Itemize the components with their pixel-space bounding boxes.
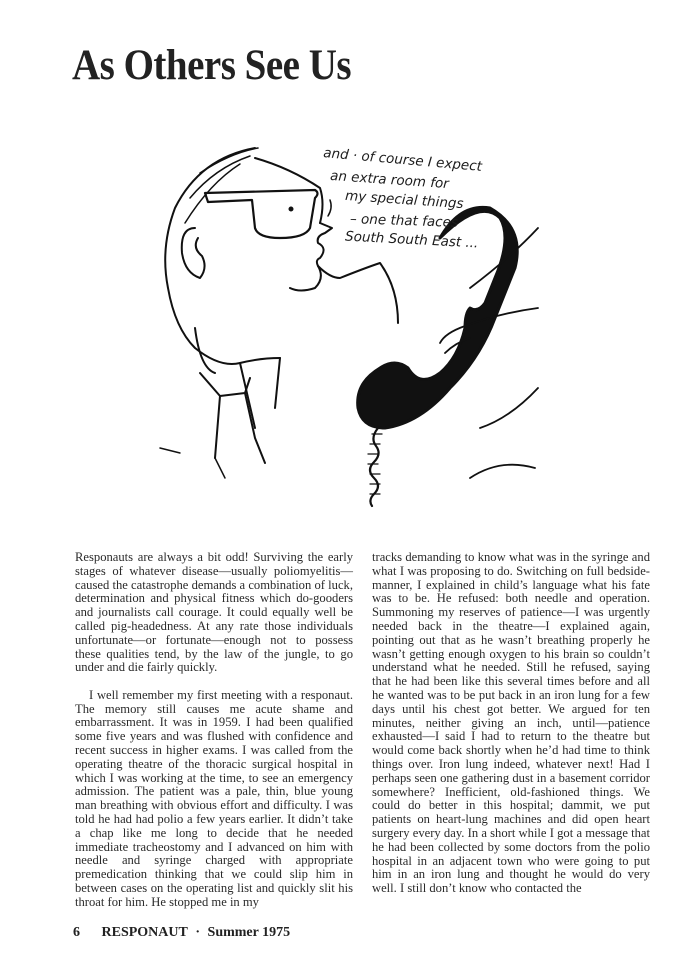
cartoon-illustration (140, 128, 540, 508)
collar-tie (200, 373, 265, 463)
glasses (205, 190, 318, 238)
ear (182, 228, 205, 278)
publication-name: RESPONAUT (101, 925, 188, 940)
footer-separator: · (195, 925, 201, 940)
paragraph: tracks demanding to know what was in the syringe and what I was proposing to do. Switching on full bedside-manner, I explained in child’s language what his fate was to be. He refused: both needle and operation. Summoning my reserves of patience—I was urgently needed back in the theatre—I explained again, pointing out that as he wasn’t breathing properly he wasn’t getting enough oxygen to his brain so couldn’t understand what he needed. Still he refused, saying that he had been like this several times before and all he wanted was to be put back in an iron lung for a few days until his chest got better. We argued for ten minutes, neither giving an inch, until—patience exhausted—I said I had to return to the theatre but would come back shortly when he’d had time to think things over. Iron lung indeed, whatever next! Had I perhaps seen one gathering dust in a basement corridor somewhere? Inefficient, old-fashioned things. We could do better in this hospital; dammit, we put patients on heart-lung machines and did open heart surgery every day. In a short while I got a message that he had been collected by some doctors from the polio hospital in an adjacent town who were going to put him in an iron lung and thought he would do very well. I still don’t know who contacted the (372, 550, 650, 896)
article-title: As Others See Us (72, 41, 352, 90)
page-number: 6 (73, 925, 80, 940)
jaw (318, 263, 398, 323)
speech-line-5: South South East ... (344, 228, 479, 252)
speech-line-3: my special things (344, 187, 465, 213)
left-column (75, 551, 353, 910)
right-column (372, 551, 650, 896)
issue-date: Summer 1975 (207, 925, 291, 940)
paragraph: Responauts are always a bit odd! Surviving the early stages of whatever disease—usually poliomyelitis—caused the catastrophe demands a combination of luck, determination and physical fitness which do-gooders and journalists call courage. It could equally well be called pig-headedness. At any rate those individuals unfortunate—or fortunate—enough not to possess these qualities tend, by the law of the jungle, to go under and die fairly quickly. (75, 550, 353, 675)
speech-line-2: an extra room for (329, 167, 450, 193)
speech-line-1: and · of course I expect (322, 145, 483, 175)
page-footer (73, 925, 294, 941)
neck (195, 328, 280, 428)
face-profile (290, 223, 332, 291)
paragraph: I well remember my first meeting with a responaut. The memory still causes me acute shame and embarrassment. It was in 1959. I had been qualified some five years and was flushed with confidence and recent success in higher exams. I was called from the operating theatre of the thoracic surgical hospital in which I was working at the time, to see an emergency admission. The patient was a pale, thin, blue young man breathing with obvious effort and difficulty. I was told he had had polio a few years earlier. It didn’t take a chap like me long to decide that he needed immediate tracheostomy and I advanced on him with needle and syringe charged with appropriate premedication thinking that we could slip him in between cases on the operating list and quickly slit his throat for him. He stopped me in my (75, 687, 353, 909)
speech-line-4: – one that faces (349, 211, 459, 231)
cartoon-drawing (140, 128, 540, 508)
